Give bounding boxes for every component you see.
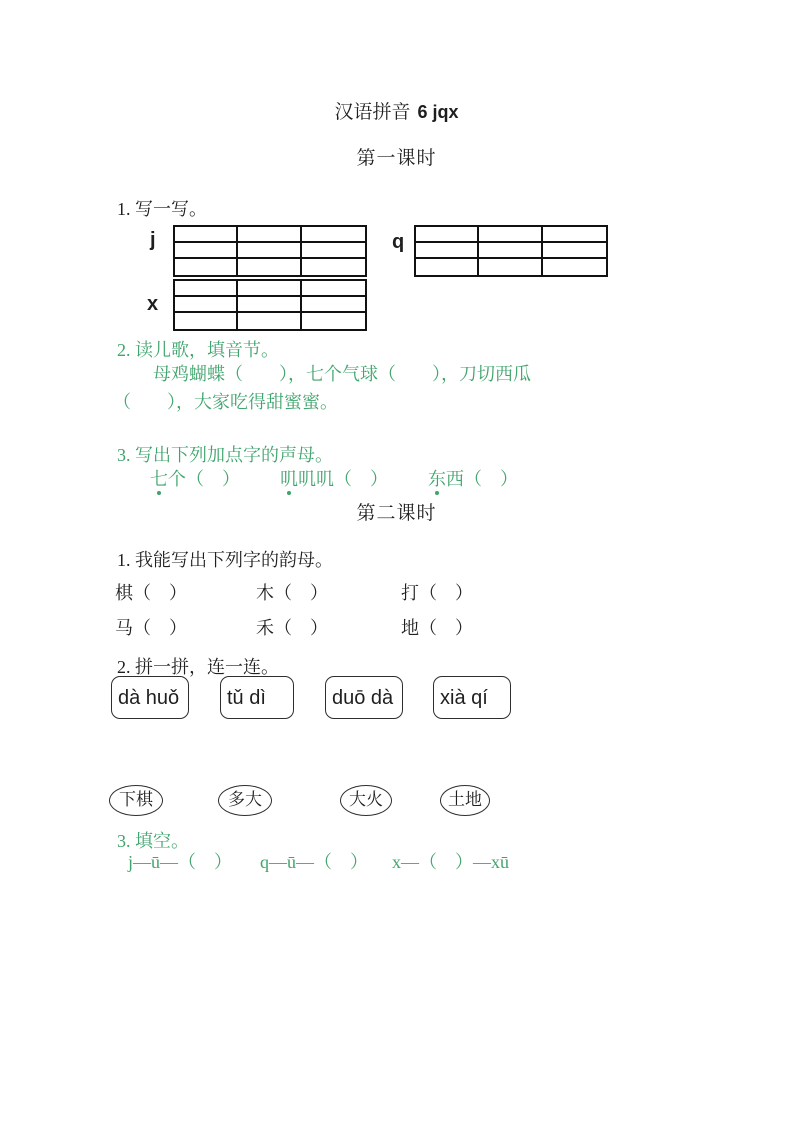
dotted-char: 叽 — [280, 468, 298, 491]
writing-cell — [479, 243, 542, 259]
shengmu-rest: 叽叽（ ） — [298, 469, 388, 489]
writing-cell — [238, 313, 301, 329]
writing-grid-j — [173, 225, 367, 277]
writing-cell — [416, 243, 479, 259]
writing-cell — [543, 227, 606, 243]
word-oval-label: 多大 — [228, 790, 262, 810]
writing-cell — [175, 243, 238, 259]
word-oval — [109, 785, 163, 816]
writing-cell — [175, 227, 238, 243]
pinyin-box — [433, 676, 511, 719]
writing-cell — [175, 313, 238, 329]
yunmu-item: 马（ ） — [115, 618, 187, 638]
writing-cell — [479, 259, 542, 275]
shengmu-rest: 西（ ） — [446, 469, 518, 489]
shengmu-rest: 个（ ） — [168, 469, 240, 489]
word-oval — [440, 785, 490, 816]
writing-cell — [543, 243, 606, 259]
dotted-char: 东 — [428, 468, 446, 491]
doc-title-cn: 汉语拼音 — [334, 102, 411, 123]
writing-cell — [238, 227, 301, 243]
s2-q1-label: 1. 我能写出下列字的韵母。 — [117, 550, 333, 570]
yunmu-item: 地（ ） — [401, 618, 473, 638]
rhyme-line-2: （ ），大家吃得甜蜜蜜。 — [113, 392, 338, 412]
word-oval — [340, 785, 392, 816]
session2-heading: 第二课时 — [356, 503, 437, 524]
writing-cell — [302, 281, 365, 297]
letter-label-q: q — [392, 231, 405, 253]
yunmu-item: 木（ ） — [256, 583, 328, 603]
s2-q2-label: 2. 拼一拼，连一连。 — [117, 657, 279, 677]
pinyin-box — [111, 676, 189, 719]
pinyin-box-label: dà huǒ — [118, 686, 180, 709]
writing-cell — [302, 259, 365, 275]
writing-grid-x — [173, 279, 367, 331]
writing-cell — [302, 243, 365, 259]
writing-cell — [302, 227, 365, 243]
writing-cell — [416, 259, 479, 275]
s2-q3-label: 3. 填空。 — [117, 831, 189, 851]
writing-cell — [416, 227, 479, 243]
pinyin-box-label: xià qí — [440, 686, 488, 709]
writing-cell — [175, 281, 238, 297]
word-oval-label: 大火 — [349, 790, 383, 810]
yunmu-item: 打（ ） — [401, 583, 473, 603]
dotted-char: 七 — [150, 468, 168, 491]
writing-grid-q — [414, 225, 608, 277]
s1-q3-label: 3. 写出下列加点字的声母。 — [117, 445, 333, 465]
fill-item: q—ū—（ ） — [260, 852, 368, 872]
pinyin-box — [220, 676, 294, 719]
shengmu-item — [428, 468, 518, 491]
writing-cell — [238, 281, 301, 297]
writing-cell — [175, 259, 238, 275]
word-oval-label: 土地 — [448, 790, 482, 810]
shengmu-item — [280, 468, 388, 491]
pinyin-box — [325, 676, 403, 719]
writing-cell — [302, 297, 365, 313]
word-oval — [218, 785, 272, 816]
letter-label-j: j — [150, 229, 156, 251]
doc-title — [0, 101, 793, 126]
yunmu-item: 禾（ ） — [256, 618, 328, 638]
writing-cell — [238, 243, 301, 259]
fill-item: j—ū—（ ） — [128, 852, 233, 872]
pinyin-box-label: tǔ dì — [227, 686, 266, 709]
shengmu-item — [150, 468, 240, 491]
session1-heading: 第一课时 — [356, 148, 437, 169]
writing-cell — [175, 297, 238, 313]
s1-q2-label: 2. 读儿歌，填音节。 — [117, 340, 279, 360]
writing-cell — [479, 227, 542, 243]
s1-q1-label: 1. 写一写。 — [117, 199, 207, 219]
fill-item: x—（ ）—xū — [392, 852, 509, 872]
writing-cell — [543, 259, 606, 275]
writing-cell — [238, 297, 301, 313]
letter-label-x: x — [147, 293, 159, 315]
word-oval-label: 下棋 — [119, 790, 153, 810]
writing-cell — [302, 313, 365, 329]
yunmu-item: 棋（ ） — [115, 583, 187, 603]
pinyin-box-label: duō dà — [332, 686, 394, 709]
writing-cell — [238, 259, 301, 275]
rhyme-line-1: 母鸡蝴蝶（ ），七个气球（ ），刀切西瓜 — [153, 364, 531, 384]
doc-title-latin: 6 jqx — [417, 102, 459, 122]
